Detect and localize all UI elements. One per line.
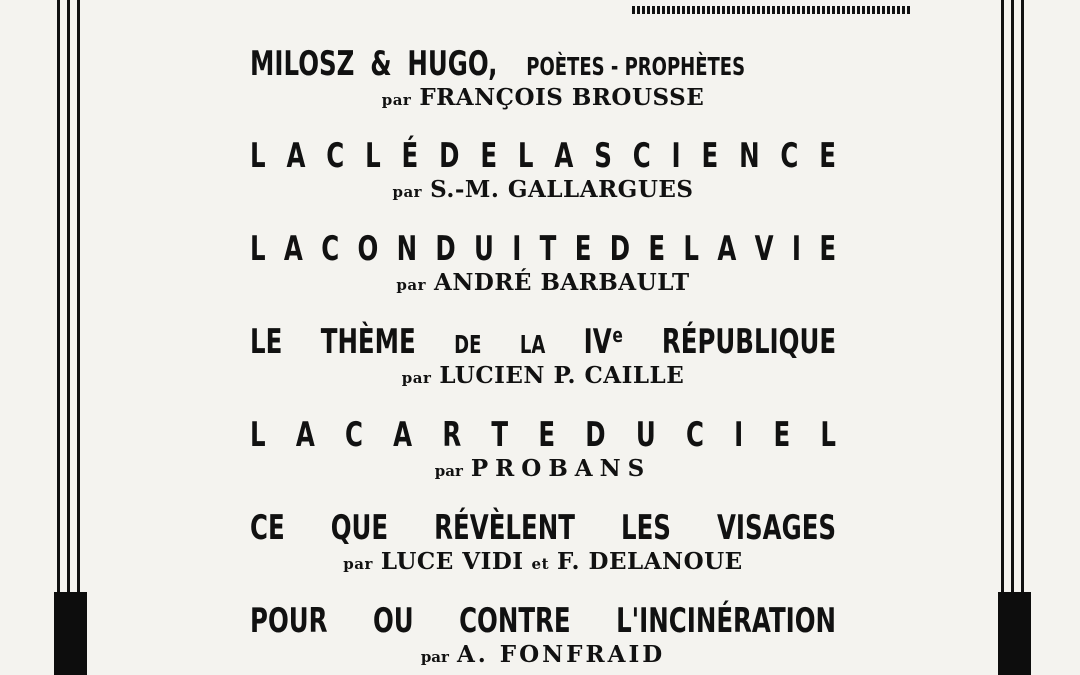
title-word: LE <box>250 322 283 362</box>
entry-title <box>250 136 836 176</box>
title-letter: I <box>671 136 681 176</box>
left-border-ornament <box>54 0 84 675</box>
entry-author <box>250 641 836 671</box>
title-subtitle: POÈTES - PROPHÈTES <box>526 52 746 81</box>
title-letter: C <box>321 229 340 269</box>
entry-visages <box>250 508 836 578</box>
title-letter: U <box>474 229 494 269</box>
title-word: LES <box>620 508 671 548</box>
title-letter: E <box>819 229 837 269</box>
title-letter: O <box>357 229 379 269</box>
par-label: par <box>420 648 449 666</box>
title-letter: C <box>344 415 363 455</box>
title-letter: C <box>326 136 345 176</box>
author-name: F. DELANOUE <box>557 548 743 575</box>
entry-author <box>250 362 836 392</box>
author-name: FRANÇOIS BROUSSE <box>419 84 705 111</box>
entry-title <box>250 322 836 362</box>
title-letter: R <box>442 415 462 455</box>
title-letter: É <box>401 136 419 176</box>
title-letter: D <box>439 136 460 176</box>
title-letter: A <box>283 229 303 269</box>
title-letter: C <box>632 136 651 176</box>
title-word: QUE <box>330 508 389 548</box>
title-letter: D <box>609 229 631 269</box>
entry-cle-science <box>250 136 836 206</box>
entry-conduite-vie <box>250 229 836 299</box>
author-name: A. FONFRAID <box>456 641 666 668</box>
entry-author <box>250 176 836 206</box>
title-letter: T <box>539 229 557 269</box>
entry-author <box>250 84 836 114</box>
title-letter: L <box>820 415 837 455</box>
title-letter: C <box>780 136 799 176</box>
par-label: par <box>381 91 412 109</box>
entry-title <box>250 229 836 269</box>
entry-theme-republique <box>250 322 836 392</box>
entry-author <box>250 455 836 485</box>
title-word: LA <box>519 330 546 359</box>
title-word: VISAGES <box>716 508 837 548</box>
author-name: S.-M. GALLARGUES <box>430 176 694 203</box>
entry-author <box>250 269 836 299</box>
title-letter: E <box>648 229 666 269</box>
title-word: CONTRE <box>459 601 571 641</box>
title-letter: E <box>819 136 836 176</box>
right-border-ornament <box>998 0 1028 675</box>
title-letter: N <box>396 229 418 269</box>
title-letter: L <box>250 229 266 269</box>
title-letter: E <box>701 136 719 176</box>
title-word: L'INCINÉRATION <box>616 601 837 641</box>
title-letter: L <box>517 136 534 176</box>
author-name: PROBANS <box>470 455 652 482</box>
title-letter: E <box>480 136 498 176</box>
title-word: DE <box>454 330 482 359</box>
title-letter: V <box>754 229 774 269</box>
title-letter: D <box>435 229 456 269</box>
par-label: par <box>401 369 432 387</box>
title-letter: I <box>791 229 802 269</box>
entry-author <box>250 548 836 578</box>
title-letter: A <box>717 229 737 269</box>
entry-title <box>250 44 836 84</box>
entry-title <box>250 415 836 455</box>
title-letter: A <box>554 136 574 176</box>
title-letter: D <box>585 415 606 455</box>
title-letter: I <box>512 229 522 269</box>
title-letter: L <box>683 229 700 269</box>
par-label: par <box>434 462 463 480</box>
title-letter: I <box>734 415 744 455</box>
title-letter: A <box>295 415 315 455</box>
title-letter: L <box>250 136 266 176</box>
entry-milosz-hugo <box>250 44 836 114</box>
title-letter: L <box>250 415 266 455</box>
title-word: HUGO, <box>407 44 498 84</box>
entry-incineration <box>250 601 836 671</box>
author-name: LUCIEN P. CAILLE <box>439 362 685 389</box>
entry-title <box>250 601 836 641</box>
par-label: par <box>396 276 426 294</box>
title-letter: S <box>594 136 612 176</box>
title-word: POUR <box>250 601 328 641</box>
entry-carte-ciel <box>250 415 836 485</box>
author-name: LUCE VIDI <box>380 548 524 575</box>
title-word: & <box>370 44 392 84</box>
et-label: et <box>531 555 550 573</box>
title-letter: E <box>574 229 592 269</box>
par-label: par <box>343 555 373 573</box>
title-letter: A <box>393 415 413 455</box>
title-word: CE <box>250 508 285 548</box>
title-letter: L <box>365 136 381 176</box>
title-letter: T <box>491 415 509 455</box>
title-letter: N <box>739 136 760 176</box>
title-word: IVᵉ <box>583 322 624 362</box>
title-letter: C <box>685 415 704 455</box>
par-label: par <box>392 183 423 201</box>
title-letter: E <box>538 415 556 455</box>
title-word: THÈME <box>320 322 416 362</box>
title-letter: E <box>773 415 791 455</box>
title-word: RÉPUBLIQUE <box>661 322 837 362</box>
title-word: RÉVÈLENT <box>434 508 575 548</box>
entry-title <box>250 508 836 548</box>
title-word: OU <box>372 601 414 641</box>
title-word: MILOSZ <box>250 44 355 84</box>
top-dashed-rule <box>632 6 910 14</box>
title-letter: U <box>635 415 656 455</box>
author-name: ANDRÉ BARBAULT <box>434 269 690 296</box>
title-letter: A <box>286 136 306 176</box>
